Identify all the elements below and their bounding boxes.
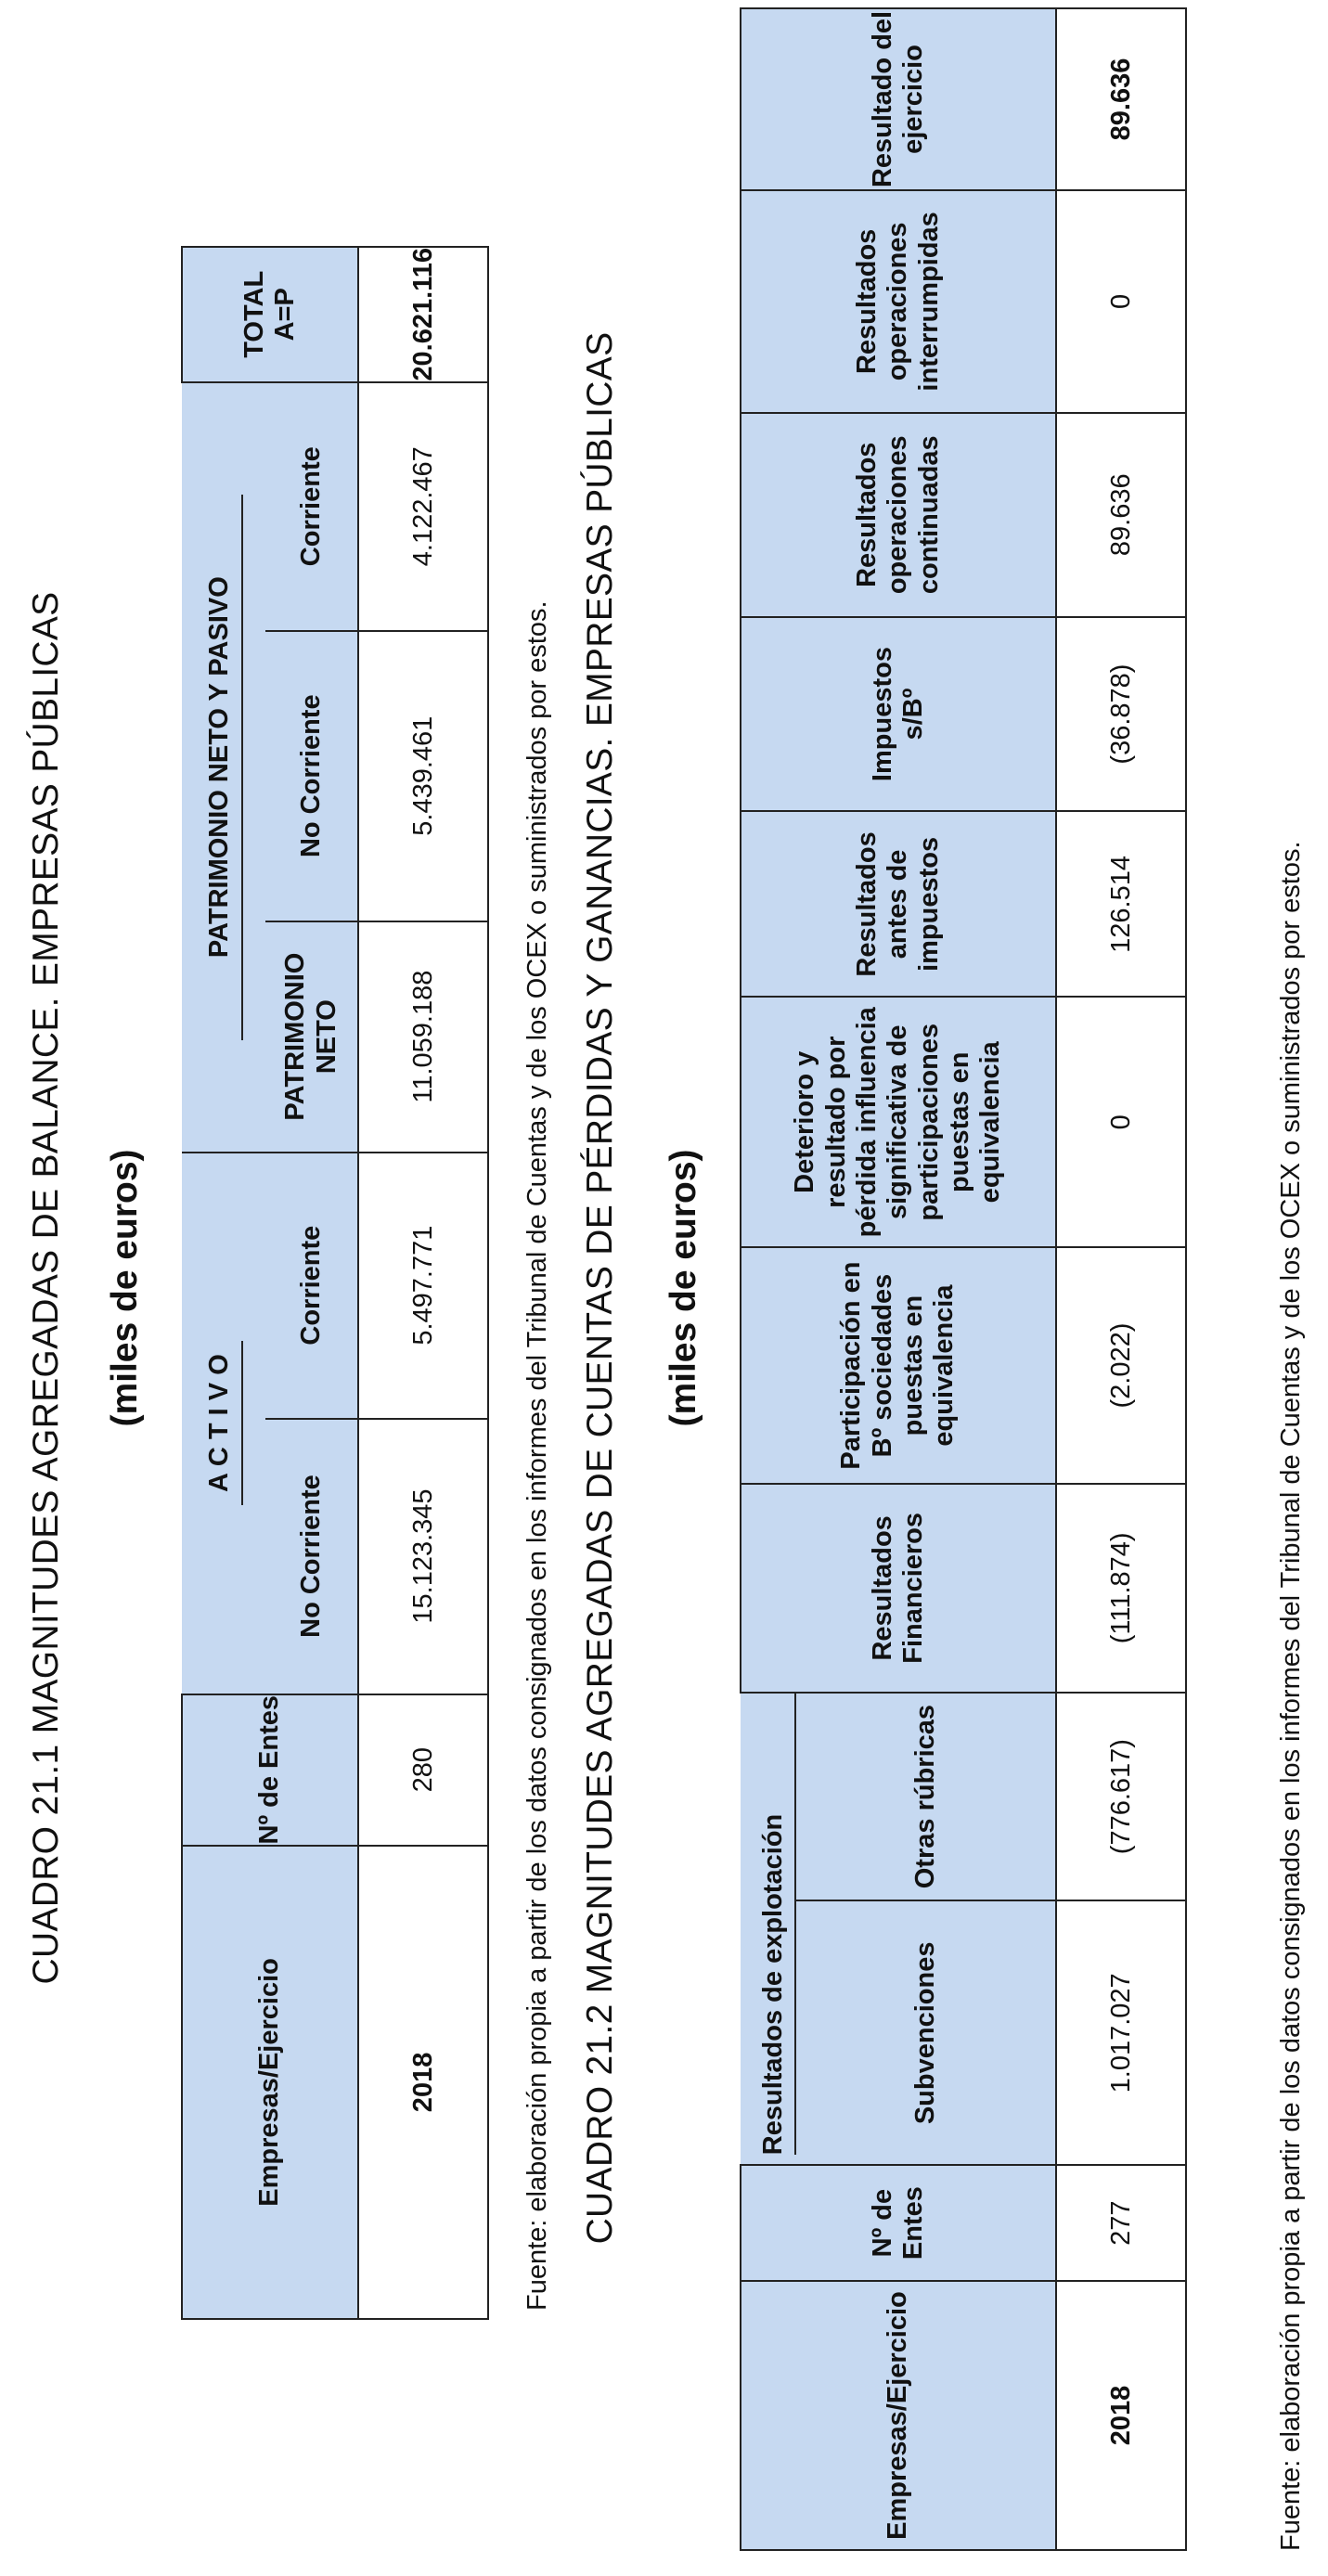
table-21-1-unit: (miles de euros) [105, 1149, 145, 1427]
header-total: TOTAL A=P [182, 247, 358, 382]
cell-year: 2018 [1056, 2281, 1186, 2550]
balance-table [181, 246, 489, 2320]
header-activo-no-corriente: No Corriente [265, 1419, 358, 1694]
header-empresas-ejercicio: Empresas/Ejercicio [741, 2281, 1056, 2550]
cell-antes-impuestos: 126.514 [1056, 811, 1186, 997]
cell-year: 2018 [358, 1846, 488, 2319]
cell-activo-corriente: 5.497.771 [358, 1153, 488, 1419]
cell-subvenciones: 1.017.027 [1056, 1900, 1186, 2165]
header-operaciones-interrumpidas: Resultados operaciones interrumpidas [741, 190, 1056, 413]
header-resultados-explotacion-label: Resultados de explotación [758, 1694, 796, 2155]
table-21-2-source: Fuente: elaboración propia a partir de los datos consignados en los informes del Tribunal de Cuentas y de los OCEX o suministrados por estos. [1276, 841, 1306, 2551]
cell-activo-no-corriente: 15.123.345 [358, 1419, 488, 1694]
cell-entes: 280 [358, 1694, 488, 1846]
table-21-1-source: Fuente: elaboración propia a partir de los datos consignados en los informes del Tribunal de Cuentas y de los OCEX o suministrados por estos. [522, 600, 552, 2311]
header-pasivo-no-corriente: No Corriente [265, 631, 358, 921]
cell-operaciones-interrumpidas: 0 [1056, 190, 1186, 413]
header-n-entes: Nº de Entes [182, 1694, 358, 1846]
header-operaciones-continuadas: Resultados operaciones continuadas [741, 413, 1056, 617]
header-subvenciones: Subvenciones [796, 1900, 1056, 2165]
cell-patrimonio-neto: 11.059.188 [358, 921, 488, 1153]
header-patrimonio-neto: PATRIMONIO NETO [265, 921, 358, 1153]
header-resultados-explotacion [741, 1693, 796, 2165]
table-21-1-title: CUADRO 21.1 MAGNITUDES AGREGADAS DE BALANCE. EMPRESAS PÚBLICAS [26, 591, 66, 1985]
header-patrimonio-pasivo-label: PATRIMONIO NETO Y PASIVO [204, 495, 242, 1040]
cell-pasivo-corriente: 4.122.467 [358, 382, 488, 631]
header-participacion: Participación en Bº sociedades puestas en equivalencia [741, 1247, 1056, 1484]
cell-otras-rubricas: (776.617) [1056, 1693, 1186, 1901]
header-deterioro: Deterioro y resultado por pérdida influencia significativa de participaciones puestas en equivalencia [741, 997, 1056, 1247]
header-patrimonio-pasivo [182, 382, 265, 1153]
table-21-2-unit: (miles de euros) [664, 1149, 703, 1427]
header-resultados-antes-impuestos: Resultados antes de impuestos [741, 811, 1056, 997]
header-empresas-ejercicio: Empresas/Ejercicio [182, 1846, 358, 2319]
cell-operaciones-continuadas: 89.636 [1056, 413, 1186, 617]
table-21-2-title: CUADRO 21.2 MAGNITUDES AGREGADAS DE CUENTAS DE PÉRDIDAS Y GANANCIAS. EMPRESAS PÚBLICAS [580, 331, 620, 2245]
cell-impuestos: (36.878) [1056, 617, 1186, 812]
header-resultado-ejercicio: Resultado del ejercicio [741, 8, 1056, 190]
cell-entes: 277 [1056, 2165, 1186, 2281]
cell-pasivo-no-corriente: 5.439.461 [358, 631, 488, 921]
header-n-entes: Nº de Entes [741, 2165, 1056, 2281]
header-pasivo-corriente: Corriente [265, 382, 358, 631]
pyg-table [740, 7, 1187, 2551]
cell-deterioro: 0 [1056, 997, 1186, 1247]
cell-resultado-ejercicio: 89.636 [1056, 8, 1186, 190]
header-activo [182, 1153, 265, 1694]
header-activo-label: A C T I V O [204, 1341, 242, 1505]
header-activo-corriente: Corriente [265, 1153, 358, 1419]
header-impuestos: Impuestos s/Bº [741, 617, 1056, 812]
header-resultados-financieros: Resultados Financieros [741, 1484, 1056, 1693]
table-row [358, 247, 488, 2319]
cell-participacion: (2.022) [1056, 1247, 1186, 1484]
table-row [1056, 8, 1186, 2550]
cell-resultados-financieros: (111.874) [1056, 1484, 1186, 1693]
cell-total: 20.621.116 [358, 247, 488, 382]
header-otras-rubricas: Otras rúbricas [796, 1693, 1056, 1901]
